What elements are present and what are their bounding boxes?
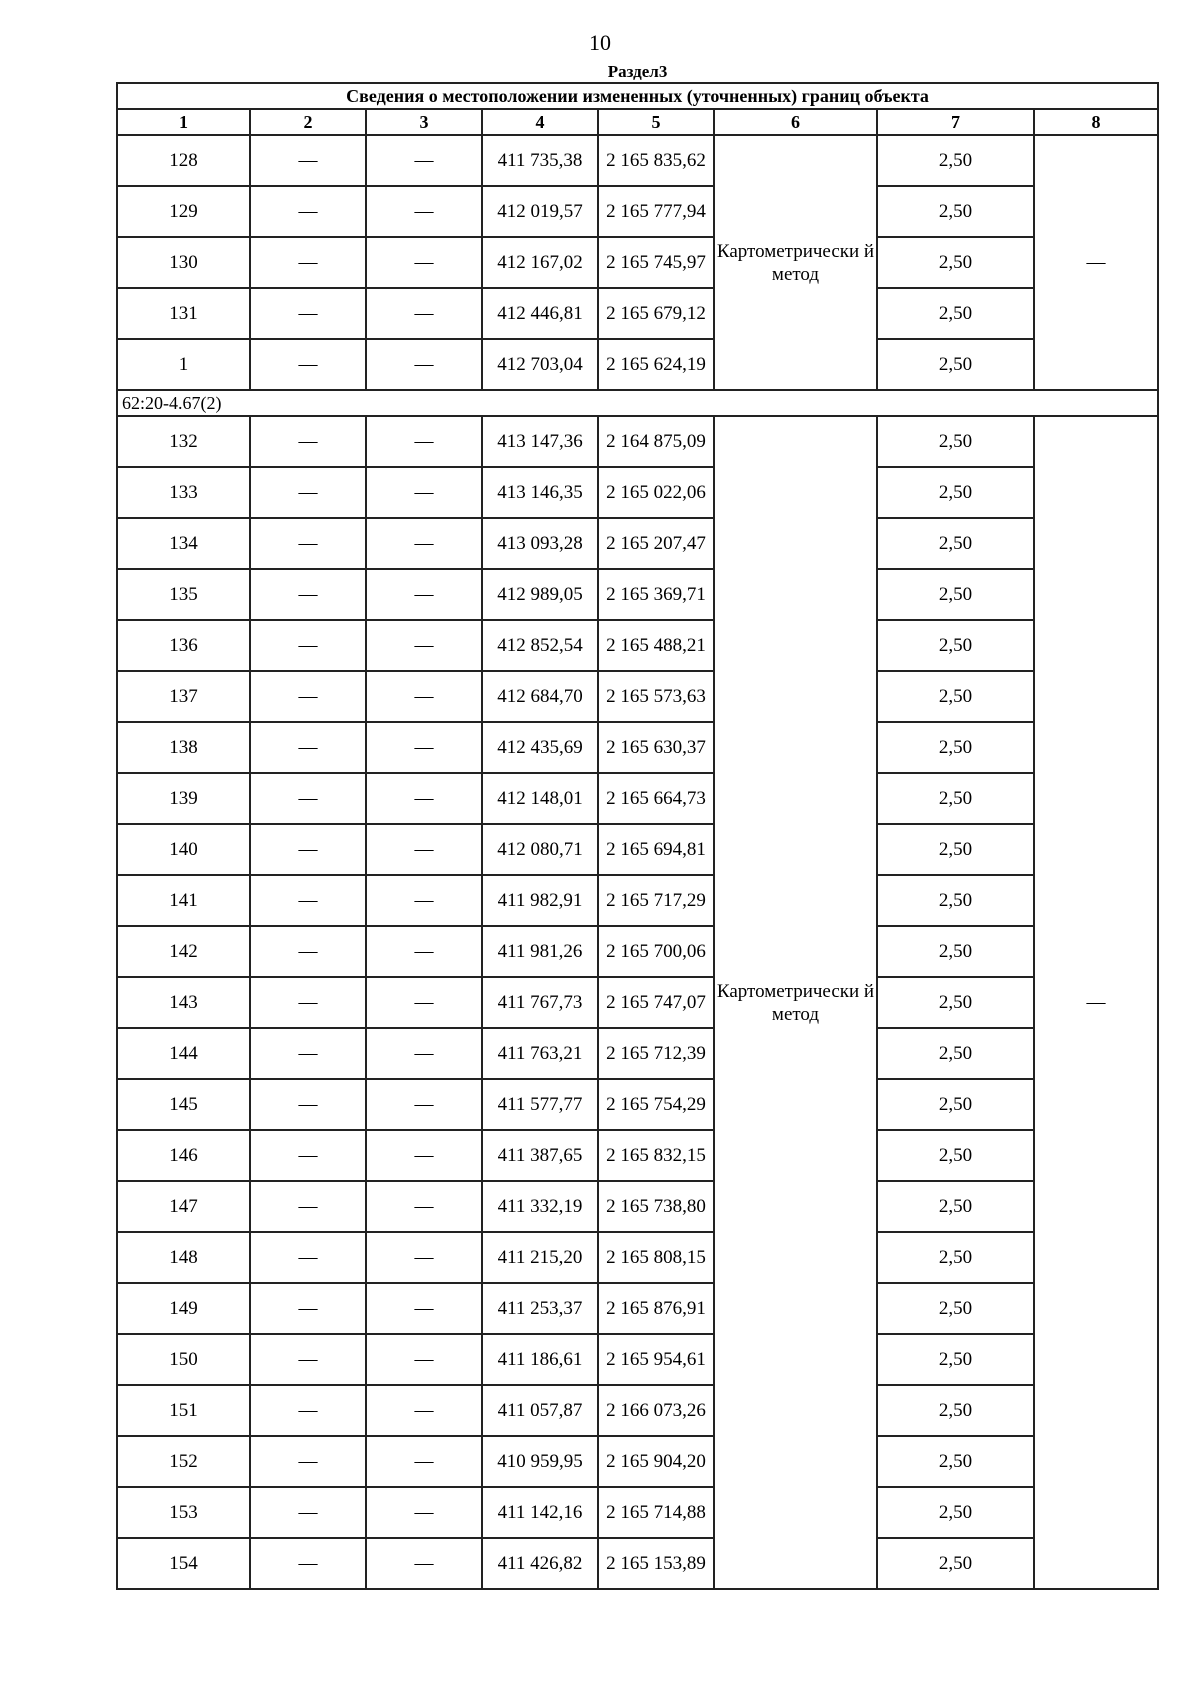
table-row <box>117 416 1158 467</box>
accuracy-cell: 2,50 <box>877 875 1034 926</box>
coordinate-y-cell: 2 165 904,20 <box>598 1436 714 1487</box>
dash-cell: — <box>250 671 366 722</box>
accuracy-cell: 2,50 <box>877 186 1034 237</box>
table-row <box>117 237 1158 288</box>
accuracy-cell: 2,50 <box>877 237 1034 288</box>
coordinate-y-cell: 2 165 835,62 <box>598 135 714 186</box>
point-number-cell: 132 <box>117 416 250 467</box>
point-number-cell: 146 <box>117 1130 250 1181</box>
coordinate-x-cell: 412 080,71 <box>482 824 598 875</box>
coordinate-y-cell: 2 165 777,94 <box>598 186 714 237</box>
point-number-cell: 1 <box>117 339 250 390</box>
dash-cell: — <box>366 416 482 467</box>
table-row <box>117 1385 1158 1436</box>
coordinate-y-cell: 2 165 153,89 <box>598 1538 714 1589</box>
group-label-row <box>117 390 1158 416</box>
table-row <box>117 671 1158 722</box>
dash-cell: — <box>366 186 482 237</box>
coordinate-y-cell: 2 165 630,37 <box>598 722 714 773</box>
accuracy-cell: 2,50 <box>877 620 1034 671</box>
table-row <box>117 1334 1158 1385</box>
dash-cell: — <box>366 339 482 390</box>
coordinate-y-cell: 2 165 022,06 <box>598 467 714 518</box>
accuracy-cell: 2,50 <box>877 1487 1034 1538</box>
point-number-cell: 152 <box>117 1436 250 1487</box>
boundary-coordinates-table <box>116 62 1159 1590</box>
column-header: 7 <box>877 109 1034 135</box>
coordinate-x-cell: 411 767,73 <box>482 977 598 1028</box>
dash-cell: — <box>366 722 482 773</box>
point-number-cell: 153 <box>117 1487 250 1538</box>
point-number-cell: 131 <box>117 288 250 339</box>
coordinate-y-cell: 2 165 679,12 <box>598 288 714 339</box>
column-header: 2 <box>250 109 366 135</box>
column-header: 4 <box>482 109 598 135</box>
coordinate-y-cell: 2 165 714,88 <box>598 1487 714 1538</box>
accuracy-cell: 2,50 <box>877 926 1034 977</box>
table-row <box>117 1028 1158 1079</box>
dash-cell: — <box>250 569 366 620</box>
table-row <box>117 977 1158 1028</box>
accuracy-cell: 2,50 <box>877 1232 1034 1283</box>
point-number-cell: 130 <box>117 237 250 288</box>
coordinate-x-cell: 411 763,21 <box>482 1028 598 1079</box>
point-number-cell: 137 <box>117 671 250 722</box>
dash-cell: — <box>250 1334 366 1385</box>
point-number-cell: 148 <box>117 1232 250 1283</box>
dash-cell: — <box>250 135 366 186</box>
table-row <box>117 1079 1158 1130</box>
coordinate-y-cell: 2 165 738,80 <box>598 1181 714 1232</box>
dash-cell: — <box>250 1385 366 1436</box>
dash-cell: — <box>366 1538 482 1589</box>
dash-cell: — <box>366 1487 482 1538</box>
accuracy-cell: 2,50 <box>877 977 1034 1028</box>
dash-cell: — <box>366 1283 482 1334</box>
coordinate-x-cell: 411 735,38 <box>482 135 598 186</box>
table-row <box>117 1232 1158 1283</box>
coordinate-y-cell: 2 165 694,81 <box>598 824 714 875</box>
dash-cell: — <box>366 620 482 671</box>
point-number-cell: 142 <box>117 926 250 977</box>
dash-cell: — <box>366 1028 482 1079</box>
dash-cell: — <box>250 1181 366 1232</box>
accuracy-cell: 2,50 <box>877 1334 1034 1385</box>
table-row <box>117 620 1158 671</box>
column-header: 8 <box>1034 109 1158 135</box>
table-row <box>117 824 1158 875</box>
point-number-cell: 143 <box>117 977 250 1028</box>
table-row <box>117 1487 1158 1538</box>
coordinate-y-cell: 2 165 573,63 <box>598 671 714 722</box>
coordinate-x-cell: 411 982,91 <box>482 875 598 926</box>
accuracy-cell: 2,50 <box>877 1538 1034 1589</box>
coordinate-x-cell: 411 426,82 <box>482 1538 598 1589</box>
column-header: 6 <box>714 109 877 135</box>
point-number-cell: 133 <box>117 467 250 518</box>
dash-cell: — <box>366 1079 482 1130</box>
coordinate-y-cell: 2 166 073,26 <box>598 1385 714 1436</box>
method-cell: Картометрически й метод <box>714 416 877 1589</box>
coordinate-y-cell: 2 165 745,97 <box>598 237 714 288</box>
coordinate-x-cell: 411 186,61 <box>482 1334 598 1385</box>
dash-cell: — <box>250 1487 366 1538</box>
column-header-row <box>117 109 1158 135</box>
point-number-cell: 154 <box>117 1538 250 1589</box>
dash-cell: — <box>250 977 366 1028</box>
dash-cell: — <box>366 773 482 824</box>
accuracy-cell: 2,50 <box>877 773 1034 824</box>
dash-cell: — <box>366 237 482 288</box>
coordinate-y-cell: 2 165 717,29 <box>598 875 714 926</box>
accuracy-cell: 2,50 <box>877 416 1034 467</box>
dash-cell: — <box>250 620 366 671</box>
dash-cell: — <box>250 1232 366 1283</box>
table-row <box>117 1436 1158 1487</box>
coordinate-y-cell: 2 165 488,21 <box>598 620 714 671</box>
section-label-row <box>117 62 1158 83</box>
table-row <box>117 875 1158 926</box>
dash-cell: — <box>366 671 482 722</box>
dash-cell: — <box>250 1130 366 1181</box>
coordinate-x-cell: 412 019,57 <box>482 186 598 237</box>
coordinate-x-cell: 413 093,28 <box>482 518 598 569</box>
coordinate-x-cell: 412 446,81 <box>482 288 598 339</box>
dash-cell: — <box>250 518 366 569</box>
coordinate-x-cell: 411 215,20 <box>482 1232 598 1283</box>
coordinate-x-cell: 412 167,02 <box>482 237 598 288</box>
coordinate-y-cell: 2 165 808,15 <box>598 1232 714 1283</box>
accuracy-cell: 2,50 <box>877 824 1034 875</box>
coordinate-x-cell: 412 703,04 <box>482 339 598 390</box>
accuracy-cell: 2,50 <box>877 1283 1034 1334</box>
coordinate-y-cell: 2 165 207,47 <box>598 518 714 569</box>
dash-cell: — <box>250 1538 366 1589</box>
accuracy-cell: 2,50 <box>877 1130 1034 1181</box>
coordinate-y-cell: 2 165 369,71 <box>598 569 714 620</box>
dash-cell: — <box>366 977 482 1028</box>
dash-cell: — <box>366 1385 482 1436</box>
coordinate-x-cell: 412 852,54 <box>482 620 598 671</box>
dash-cell: — <box>250 467 366 518</box>
dash-cell: — <box>250 339 366 390</box>
table-row <box>117 773 1158 824</box>
table-row <box>117 1538 1158 1589</box>
accuracy-cell: 2,50 <box>877 135 1034 186</box>
coordinate-x-cell: 413 146,35 <box>482 467 598 518</box>
point-number-cell: 134 <box>117 518 250 569</box>
section-title: Сведения о местоположении измененных (уточненных) границ объекта <box>117 83 1158 109</box>
dash-cell: — <box>250 416 366 467</box>
table-row <box>117 569 1158 620</box>
point-number-cell: 140 <box>117 824 250 875</box>
table-row <box>117 1130 1158 1181</box>
point-number-cell: 145 <box>117 1079 250 1130</box>
point-number-cell: 136 <box>117 620 250 671</box>
coordinate-y-cell: 2 164 875,09 <box>598 416 714 467</box>
coordinate-y-cell: 2 165 700,06 <box>598 926 714 977</box>
coordinate-y-cell: 2 165 876,91 <box>598 1283 714 1334</box>
coordinate-x-cell: 412 148,01 <box>482 773 598 824</box>
coordinate-x-cell: 412 989,05 <box>482 569 598 620</box>
coordinate-y-cell: 2 165 832,15 <box>598 1130 714 1181</box>
point-number-cell: 138 <box>117 722 250 773</box>
column-header: 1 <box>117 109 250 135</box>
dash-cell: — <box>366 467 482 518</box>
table-row <box>117 135 1158 186</box>
dash-cell: — <box>250 1028 366 1079</box>
coordinate-y-cell: 2 165 754,29 <box>598 1079 714 1130</box>
point-number-cell: 151 <box>117 1385 250 1436</box>
point-number-cell: 150 <box>117 1334 250 1385</box>
dash-cell: — <box>250 824 366 875</box>
point-number-cell: 144 <box>117 1028 250 1079</box>
dash-cell: — <box>366 1181 482 1232</box>
point-number-cell: 147 <box>117 1181 250 1232</box>
dash-cell: — <box>250 288 366 339</box>
coordinate-x-cell: 411 387,65 <box>482 1130 598 1181</box>
coordinate-x-cell: 411 981,26 <box>482 926 598 977</box>
point-number-cell: 149 <box>117 1283 250 1334</box>
accuracy-cell: 2,50 <box>877 1436 1034 1487</box>
accuracy-cell: 2,50 <box>877 722 1034 773</box>
coordinate-x-cell: 411 057,87 <box>482 1385 598 1436</box>
column-header: 3 <box>366 109 482 135</box>
table-row <box>117 518 1158 569</box>
method-cell: Картометрически й метод <box>714 135 877 390</box>
dash-cell: — <box>250 722 366 773</box>
coordinate-x-cell: 411 142,16 <box>482 1487 598 1538</box>
accuracy-cell: 2,50 <box>877 1181 1034 1232</box>
table-row <box>117 339 1158 390</box>
coordinate-x-cell: 412 684,70 <box>482 671 598 722</box>
section-title-row <box>117 83 1158 109</box>
coordinate-y-cell: 2 165 624,19 <box>598 339 714 390</box>
coordinate-x-cell: 412 435,69 <box>482 722 598 773</box>
dash-cell: — <box>250 186 366 237</box>
coordinate-x-cell: 411 577,77 <box>482 1079 598 1130</box>
dash-cell: — <box>1034 135 1158 390</box>
accuracy-cell: 2,50 <box>877 1385 1034 1436</box>
table-row <box>117 1283 1158 1334</box>
table-row <box>117 467 1158 518</box>
table-row <box>117 1181 1158 1232</box>
dash-cell: — <box>250 926 366 977</box>
coordinate-x-cell: 410 959,95 <box>482 1436 598 1487</box>
accuracy-cell: 2,50 <box>877 569 1034 620</box>
dash-cell: — <box>366 1232 482 1283</box>
dash-cell: — <box>250 773 366 824</box>
table-row <box>117 186 1158 237</box>
accuracy-cell: 2,50 <box>877 671 1034 722</box>
accuracy-cell: 2,50 <box>877 288 1034 339</box>
accuracy-cell: 2,50 <box>877 1079 1034 1130</box>
coordinate-y-cell: 2 165 664,73 <box>598 773 714 824</box>
table-row <box>117 926 1158 977</box>
coordinate-x-cell: 411 332,19 <box>482 1181 598 1232</box>
dash-cell: — <box>366 875 482 926</box>
point-number-cell: 128 <box>117 135 250 186</box>
dash-cell: — <box>250 875 366 926</box>
dash-cell: — <box>366 518 482 569</box>
dash-cell: — <box>366 1334 482 1385</box>
accuracy-cell: 2,50 <box>877 1028 1034 1079</box>
accuracy-cell: 2,50 <box>877 467 1034 518</box>
dash-cell: — <box>366 1130 482 1181</box>
dash-cell: — <box>250 237 366 288</box>
accuracy-cell: 2,50 <box>877 518 1034 569</box>
coordinate-y-cell: 2 165 747,07 <box>598 977 714 1028</box>
coordinate-y-cell: 2 165 954,61 <box>598 1334 714 1385</box>
table-row <box>117 288 1158 339</box>
point-number-cell: 141 <box>117 875 250 926</box>
dash-cell: — <box>366 1436 482 1487</box>
dash-cell: — <box>250 1436 366 1487</box>
dash-cell: — <box>366 926 482 977</box>
section-label: Раздел3 <box>607 62 668 81</box>
coordinate-y-cell: 2 165 712,39 <box>598 1028 714 1079</box>
point-number-cell: 139 <box>117 773 250 824</box>
column-header: 5 <box>598 109 714 135</box>
coordinate-x-cell: 411 253,37 <box>482 1283 598 1334</box>
page-number: 10 <box>589 30 611 55</box>
dash-cell: — <box>366 135 482 186</box>
dash-cell: — <box>250 1283 366 1334</box>
point-number-cell: 135 <box>117 569 250 620</box>
dash-cell: — <box>366 288 482 339</box>
group-label: 62:20-4.67(2) <box>117 390 1158 416</box>
dash-cell: — <box>250 1079 366 1130</box>
coordinate-x-cell: 413 147,36 <box>482 416 598 467</box>
dash-cell: — <box>1034 416 1158 1589</box>
accuracy-cell: 2,50 <box>877 339 1034 390</box>
table-row <box>117 722 1158 773</box>
dash-cell: — <box>366 824 482 875</box>
point-number-cell: 129 <box>117 186 250 237</box>
dash-cell: — <box>366 569 482 620</box>
